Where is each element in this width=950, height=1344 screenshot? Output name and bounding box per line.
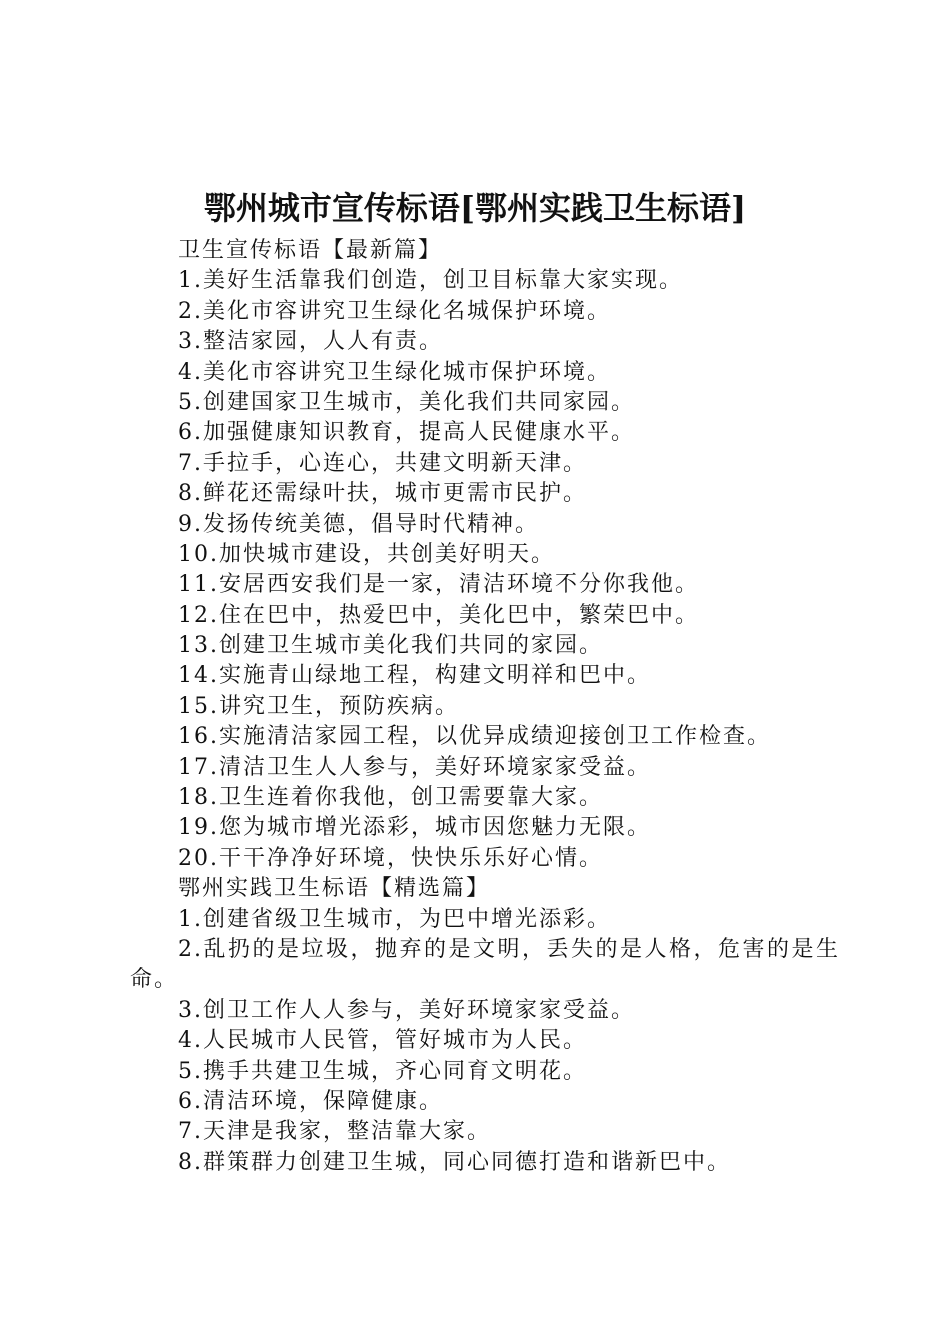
slogan-item: 4.人民城市人民管，管好城市为人民。: [178, 1028, 587, 1054]
document-title: 鄂州城市宣传标语[鄂州实践卫生标语]: [203, 189, 747, 227]
slogan-item: 5.创建国家卫生城市，美化我们共同家园。: [178, 389, 635, 415]
slogan-item: 1.创建省级卫生城市，为巴中增光添彩。: [178, 906, 611, 932]
slogan-item: 3.创卫工作人人参与，美好环境家家受益。: [178, 997, 635, 1023]
slogan-item: 17.清洁卫生人人参与，美好环境家家受益。: [178, 754, 651, 780]
slogan-item: 2.乱扔的是垃圾，抛弃的是文明，丢失的是人格，危害的是生命。: [130, 936, 840, 993]
slogan-item: 3.整洁家园，人人有责。: [178, 329, 443, 355]
slogan-item: 5.携手共建卫生城，齐心同育文明花。: [178, 1058, 587, 1084]
slogan-item: 12.住在巴中，热爱巴中，美化巴中，繁荣巴中。: [178, 602, 699, 628]
slogan-item: 2.美化市容讲究卫生绿化名城保护环境。: [178, 298, 611, 324]
slogan-item: 15.讲究卫生，预防疾病。: [178, 693, 459, 719]
slogan-item: 7.手拉手，心连心，共建文明新天津。: [178, 450, 587, 476]
slogan-item: 14.实施青山绿地工程，构建文明祥和巴中。: [178, 663, 651, 689]
slogan-item: 13.创建卫生城市美化我们共同的家园。: [178, 633, 603, 659]
section-heading: 鄂州实践卫生标语【精选篇】: [178, 876, 491, 902]
slogan-item: 16.实施清洁家园工程，以优异成绩迎接创卫工作检查。: [178, 724, 771, 750]
slogan-item: 4.美化市容讲究卫生绿化城市保护环境。: [178, 359, 611, 385]
slogan-item: 9.发扬传统美德，倡导时代精神。: [178, 511, 539, 537]
slogan-item: 10.加快城市建设，共创美好明天。: [178, 541, 555, 567]
section-heading: 卫生宣传标语【最新篇】: [178, 238, 443, 263]
slogan-item: 6.清洁环境，保障健康。: [178, 1088, 443, 1114]
slogan-item: 6.加强健康知识教育，提高人民健康水平。: [178, 420, 635, 446]
slogan-item: 19.您为城市增光添彩，城市因您魅力无限。: [178, 815, 651, 841]
slogan-item: 18.卫生连着你我他，创卫需要靠大家。: [178, 785, 603, 811]
slogan-item: 8.群策群力创建卫生城，同心同德打造和谐新巴中。: [178, 1149, 731, 1175]
slogan-item: 8.鲜花还需绿叶扶，城市更需市民护。: [178, 481, 587, 507]
slogan-item: 11.安居西安我们是一家，清洁环境不分你我他。: [178, 572, 699, 598]
slogan-item: 1.美好生活靠我们创造，创卫目标靠大家实现。: [178, 268, 683, 294]
slogan-item: 20.干干净净好环境，快快乐乐好心情。: [178, 845, 603, 871]
slogan-item: 7.天津是我家，整洁靠大家。: [178, 1119, 491, 1145]
document-body: [130, 236, 840, 1178]
